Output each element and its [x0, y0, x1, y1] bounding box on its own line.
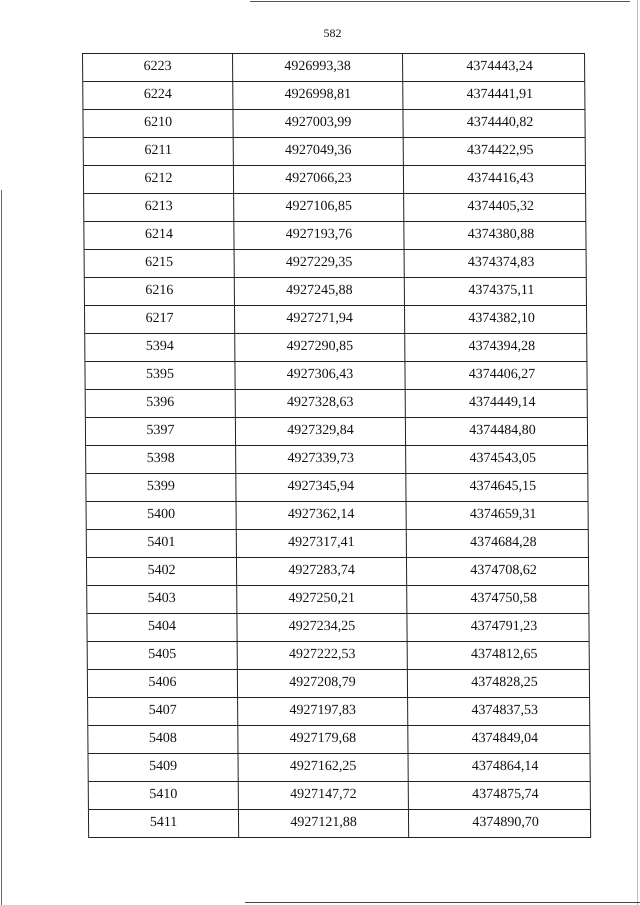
- x-coordinate-cell: 4927306,43: [235, 362, 405, 389]
- point-id-cell: 5407: [88, 698, 238, 725]
- coordinates-table: [82, 53, 591, 838]
- y-coordinate-cell: 4374890,70: [409, 810, 591, 837]
- table-row: [85, 362, 587, 390]
- x-coordinate-cell: 4927245,88: [235, 278, 405, 305]
- x-coordinate-cell: 4927329,84: [236, 418, 406, 445]
- x-coordinate-cell: 4927222,53: [238, 642, 408, 669]
- y-coordinate-cell: 4374791,23: [407, 614, 589, 641]
- point-id-cell: 6223: [83, 54, 233, 81]
- y-coordinate-cell: 4374449,14: [406, 390, 588, 417]
- table-row: [85, 278, 587, 306]
- x-coordinate-cell: 4927339,73: [236, 446, 406, 473]
- scan-border-left: [1, 190, 2, 905]
- x-coordinate-cell: 4927121,88: [239, 810, 409, 837]
- point-id-cell: 5405: [88, 642, 238, 669]
- x-coordinate-cell: 4927003,99: [233, 110, 403, 137]
- point-id-cell: 5410: [89, 782, 239, 809]
- y-coordinate-cell: 4374422,95: [404, 138, 586, 165]
- y-coordinate-cell: 4374375,11: [405, 278, 587, 305]
- scan-border-right: [637, 0, 638, 905]
- table-row: [85, 250, 587, 278]
- y-coordinate-cell: 4374380,88: [404, 222, 586, 249]
- table-row: [89, 782, 591, 810]
- table-row: [87, 502, 589, 530]
- x-coordinate-cell: 4927250,21: [237, 586, 407, 613]
- y-coordinate-cell: 4374374,83: [405, 250, 587, 277]
- x-coordinate-cell: 4927179,68: [238, 726, 408, 753]
- point-id-cell: 5396: [86, 390, 236, 417]
- y-coordinate-cell: 4374837,53: [408, 698, 590, 725]
- point-id-cell: 6214: [84, 222, 234, 249]
- x-coordinate-cell: 4927317,41: [237, 530, 407, 557]
- y-coordinate-cell: 4374684,28: [407, 530, 589, 557]
- y-coordinate-cell: 4374828,25: [408, 670, 590, 697]
- point-id-cell: 6212: [84, 166, 234, 193]
- table-row: [83, 54, 585, 82]
- y-coordinate-cell: 4374443,24: [403, 54, 585, 81]
- x-coordinate-cell: 4927283,74: [237, 558, 407, 585]
- point-id-cell: 5401: [87, 530, 237, 557]
- y-coordinate-cell: 4374394,28: [405, 334, 587, 361]
- x-coordinate-cell: 4927229,35: [235, 250, 405, 277]
- x-coordinate-cell: 4927197,83: [238, 698, 408, 725]
- y-coordinate-cell: 4374440,82: [403, 110, 585, 137]
- x-coordinate-cell: 4927106,85: [234, 194, 404, 221]
- y-coordinate-cell: 4374708,62: [407, 558, 589, 585]
- y-coordinate-cell: 4374405,32: [404, 194, 586, 221]
- table-row: [86, 390, 588, 418]
- x-coordinate-cell: 4926998,81: [233, 82, 403, 109]
- point-id-cell: 6224: [83, 82, 233, 109]
- point-id-cell: 6217: [85, 306, 235, 333]
- x-coordinate-cell: 4927049,36: [234, 138, 404, 165]
- y-coordinate-cell: 4374645,15: [406, 474, 588, 501]
- table-row: [86, 446, 588, 474]
- point-id-cell: 5402: [87, 558, 237, 585]
- table-row: [84, 194, 586, 222]
- point-id-cell: 5394: [85, 334, 235, 361]
- x-coordinate-cell: 4927066,23: [234, 166, 404, 193]
- table-row: [89, 754, 591, 782]
- y-coordinate-cell: 4374441,91: [403, 82, 585, 109]
- x-coordinate-cell: 4927345,94: [236, 474, 406, 501]
- y-coordinate-cell: 4374406,27: [405, 362, 587, 389]
- y-coordinate-cell: 4374416,43: [404, 166, 586, 193]
- point-id-cell: 6215: [85, 250, 235, 277]
- x-coordinate-cell: 4927162,25: [239, 754, 409, 781]
- x-coordinate-cell: 4927193,76: [234, 222, 404, 249]
- table-row: [87, 530, 589, 558]
- y-coordinate-cell: 4374875,74: [409, 782, 591, 809]
- table-row: [84, 222, 586, 250]
- table-row: [86, 474, 588, 502]
- point-id-cell: 5399: [86, 474, 236, 501]
- y-coordinate-cell: 4374659,31: [407, 502, 589, 529]
- table-row: [85, 306, 587, 334]
- table-row: [83, 82, 585, 110]
- point-id-cell: 5397: [86, 418, 236, 445]
- table-row: [88, 726, 590, 754]
- y-coordinate-cell: 4374849,04: [408, 726, 590, 753]
- point-id-cell: 5398: [86, 446, 236, 473]
- x-coordinate-cell: 4926993,38: [233, 54, 403, 81]
- point-id-cell: 6210: [83, 110, 233, 137]
- table-row: [88, 642, 590, 670]
- table-row: [87, 558, 589, 586]
- point-id-cell: 5406: [88, 670, 238, 697]
- y-coordinate-cell: 4374484,80: [406, 418, 588, 445]
- point-id-cell: 5395: [85, 362, 235, 389]
- x-coordinate-cell: 4927362,14: [237, 502, 407, 529]
- y-coordinate-cell: 4374750,58: [407, 586, 589, 613]
- table-row: [87, 614, 589, 642]
- point-id-cell: 5403: [87, 586, 237, 613]
- table-row: [88, 670, 590, 698]
- table-row: [89, 810, 591, 838]
- y-coordinate-cell: 4374382,10: [405, 306, 587, 333]
- point-id-cell: 5408: [88, 726, 238, 753]
- x-coordinate-cell: 4927147,72: [239, 782, 409, 809]
- x-coordinate-cell: 4927271,94: [235, 306, 405, 333]
- page-number: 582: [323, 26, 342, 40]
- y-coordinate-cell: 4374812,65: [408, 642, 590, 669]
- x-coordinate-cell: 4927290,85: [235, 334, 405, 361]
- y-coordinate-cell: 4374864,14: [409, 754, 591, 781]
- table-row: [84, 138, 586, 166]
- table-row: [83, 110, 585, 138]
- table-row: [87, 586, 589, 614]
- point-id-cell: 6213: [84, 194, 234, 221]
- x-coordinate-cell: 4927208,79: [238, 670, 408, 697]
- scan-border-bottom: [245, 902, 640, 903]
- scan-border-top: [250, 1, 630, 2]
- y-coordinate-cell: 4374543,05: [406, 446, 588, 473]
- x-coordinate-cell: 4927328,63: [236, 390, 406, 417]
- point-id-cell: 5411: [89, 810, 239, 837]
- point-id-cell: 5404: [87, 614, 237, 641]
- table-row: [86, 418, 588, 446]
- x-coordinate-cell: 4927234,25: [237, 614, 407, 641]
- table-row: [84, 166, 586, 194]
- point-id-cell: 5400: [87, 502, 237, 529]
- point-id-cell: 6216: [85, 278, 235, 305]
- table-row: [85, 334, 587, 362]
- point-id-cell: 6211: [84, 138, 234, 165]
- table-row: [88, 698, 590, 726]
- point-id-cell: 5409: [89, 754, 239, 781]
